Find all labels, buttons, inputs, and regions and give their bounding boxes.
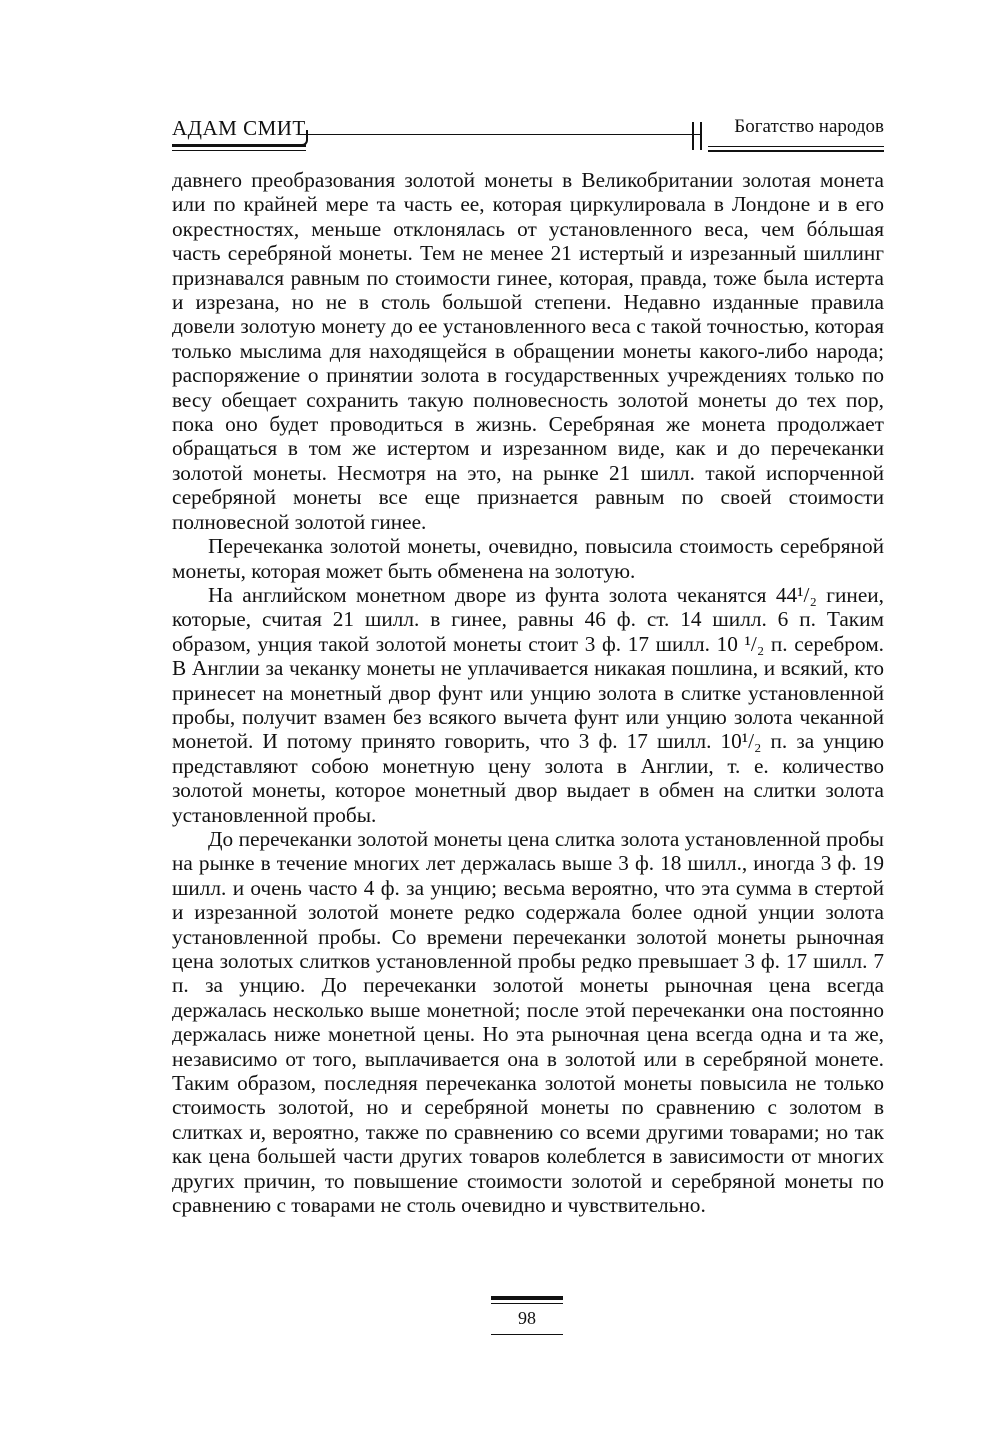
- paragraph: До перечеканки золотой монеты цена слитка золота установленной пробы на рынке в течение многих лет держалась выше 3 ф. 18 шилл., иногда 3 ф. 19 шилл. и очень часто 4 ф. за унцию; весьма вероятно, что эта сумма в стертой и изрезанной золотой монете редко содержала более одной унции золота установленной пробы. Со времени перечеканки золотой монеты рыночная цена золотых слитков установленной пробы редко превышает 3 ф. 17 шилл. 7 п. за унцию. До перечеканки золотой монеты рыночная цена всегда держалась несколько выше монетной; после этой перечеканки она постоянно держалась ниже монетной цены. Но эта рыночная цена всегда одна и та же, независимо от того, выплачивается она в золотой или в серебряной монете. Таким образом, последняя перечеканка золотой монеты повысила не только стоимость золотой, но и серебряной монеты по сравнению с золотом в слитках и, вероятно, также по сравнению со всеми другими товарами; но так как цена большей части других товаров колеблется в зависимости от многих других причин, то повышение стоимости золотой и серебряной монеты по сравнению с товарами не столь очевидно и чувствительно.: [172, 826, 884, 1218]
- folio-rule-thick: [491, 1296, 563, 1300]
- header-rule-divider: [692, 122, 702, 150]
- folio-rule-bottom: [491, 1334, 563, 1335]
- header-book-title: Богатство народов: [734, 116, 884, 137]
- paragraph: На английском монетном дворе из фунта золота чеканятся 44¹/₂ гинеи, которые, считая 21 шилл. в гинее, равны 46 ф. ст. 14 шилл. 6 п. Таким образом, унция такой золотой монеты стоит 3 ф. 17 шилл. 10 ¹/₂ п. серебром. В Англии за чеканку монеты не уплачивается никакая пошлина, и всякий, кто принесет на монетный двор фунт или унцию золота в слитке установленной пробы, получит взамен без всякого вычета фунт или унцию золота чеканной монетой. И потому принято говорить, что 3 ф. 17 шилл. 10¹/₂ п. за унцию представляют собою монетную цену золота в Англии, т. е. количество золотой монеты, которое монетный двор выдает в обмен на слитки золота установленной пробы.: [172, 582, 884, 827]
- paragraph: Перечеканка золотой монеты, очевидно, повысила стоимость серебряной монеты, которая может быть обменена на золотую.: [172, 534, 884, 583]
- paragraph: давнего преобразования золотой монеты в Великобритании золотая монета или по крайней мере та часть ее, которая циркулировала в Лондоне и в его окрестностях, меньше отклонялась от установленного веса, чем бóльшая часть серебряной монеты. Тем не менее 21 истертый и изрезанный шиллинг признавался равным по стоимости гинее, которая, правда, тоже была истерта и изрезана, но не в столь большой степени. Недавно изданные правила довели золотую монету до ее установленного веса с такой точностью, которая только мыслима для находящейся в обращении монеты какого-либо народа; распоряжение о принятии золота в государственных учреждениях только по весу обещает сохранить такую полновесность золотой монеты до тех пор, пока оно будет проводиться в жизнь. Серебряная же монета продолжает обращаться в том же истертом и изрезанном виде, как и до перечеканки золотой монеты. Несмотря на это, на рынке 21 шилл. такой испорченной серебряной монеты все еще признается равным по своей стоимости полновесной золотой гинее.: [172, 168, 884, 534]
- running-header: [172, 116, 884, 156]
- page-number-block: [491, 1292, 563, 1340]
- header-rule-title-thick: [708, 150, 884, 152]
- header-rule-author-thin: [172, 150, 306, 151]
- page-number: 98: [518, 1308, 536, 1328]
- header-rule-title-thin: [708, 146, 884, 147]
- header-rule: [300, 134, 702, 135]
- body-text: [172, 168, 884, 1217]
- folio-rule-thin: [491, 1303, 563, 1304]
- header-author: АДАМ СМИТ: [172, 116, 306, 140]
- header-rule-author-thick: [172, 144, 306, 147]
